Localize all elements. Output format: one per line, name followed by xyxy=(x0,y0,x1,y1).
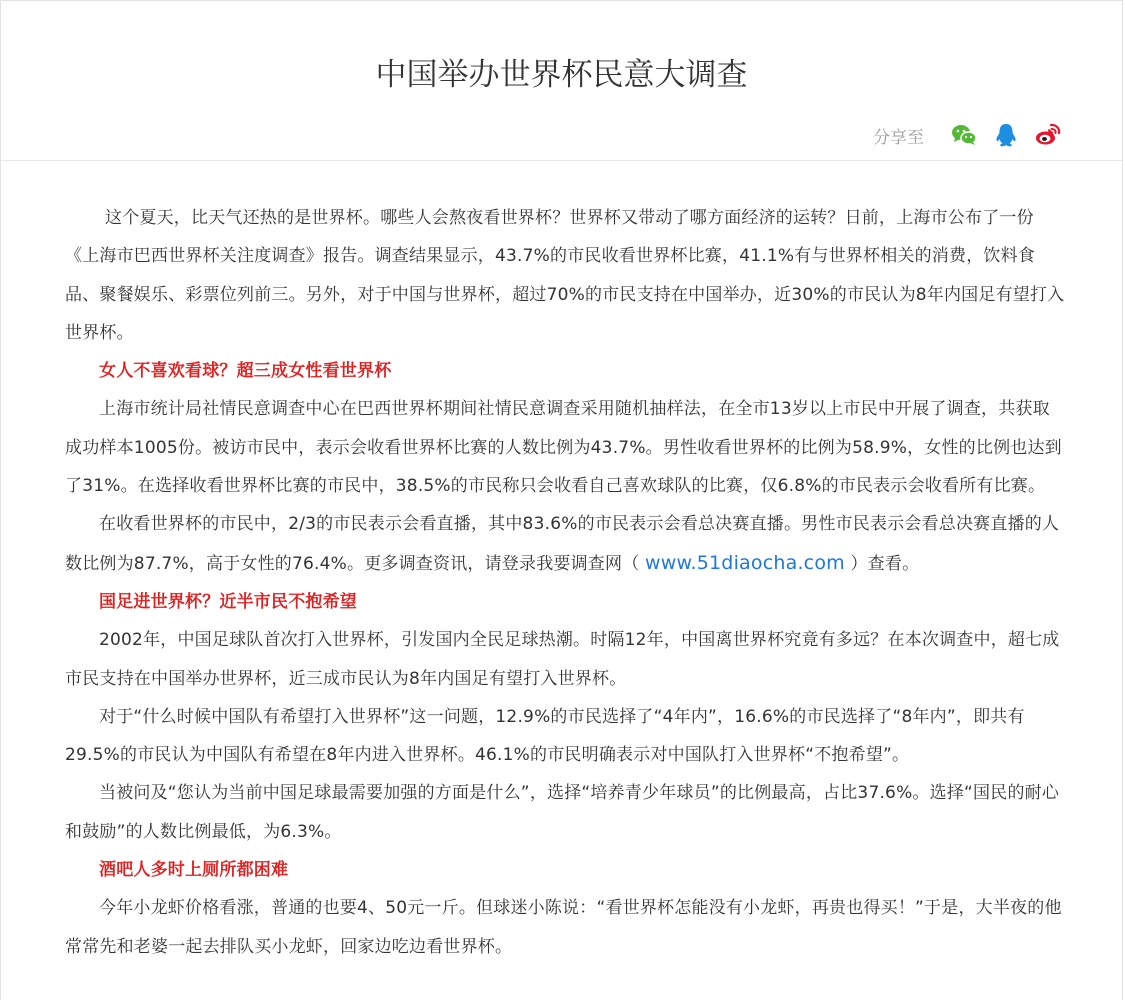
body-paragraph: 上海市统计局社情民意调查中心在巴西世界杯期间社情民意调查采用随机抽样法，在全市13岁以上市民中开展了调查，共获取成功样本1005份。被访市民中，表示会收看世界杯比赛的人数比例为43.7%。男性收看世界杯的比例为58.9%，女性的比例也达到了31%。在选择收看世界杯比赛的市民中，38.5%的市民称只会收看自己喜欢球队的比赛，仅6.8%的市民表示会收看所有比赛。 xyxy=(65,399,1062,497)
qq-icon[interactable] xyxy=(992,121,1020,149)
section-heading: 酒吧人多时上厕所都困难 xyxy=(99,860,289,881)
weibo-icon[interactable] xyxy=(1034,121,1062,149)
body-paragraph: 对于“什么时候中国队有希望打入世界杯”这一问题，12.9%的市民选择了“4年内”，16.6%的市民选择了“8年内”，即共有29.5%的市民认为中国队有希望在8年内进入世界杯。46.1%的市民明确表示对中国队打入世界杯“不抱希望”。 xyxy=(65,706,1025,766)
body-paragraph: 今年小龙虾价格看涨，普通的也要4、50元一斤。但球迷小陈说：“看世界杯怎能没有小龙虾，再贵也得买！”于是，大半夜的他常常先和老婆一起去排队买小龙虾，回家边吃边看世界杯。 xyxy=(65,898,1062,957)
body-paragraph xyxy=(65,505,1065,583)
body-paragraph: 当被问及“您认为当前中国足球最需要加强的方面是什么”，选择“培养青少年球员”的比例最高，占比37.6%。选择“国民的耐心和鼓励”的人数比例最低，为6.3%。 xyxy=(65,783,1060,842)
section-heading: 国足进世界杯？近半市民不抱希望 xyxy=(99,591,357,612)
article-body xyxy=(65,199,1065,966)
paragraph-text: ）查看。 xyxy=(844,553,920,574)
article-header xyxy=(1,1,1122,161)
section-heading: 女人不喜欢看球？超三成女性看世界杯 xyxy=(99,361,392,382)
wechat-icon[interactable] xyxy=(950,121,978,149)
paragraph-text: 在收看世界杯的市民中，2/3的市民表示会看直播，其中83.6%的市民表示会看总决赛直播。男性市民表示会看总决赛直播的人数比例为87.7%，高于女性的76.4%。更多调查资讯，请登录我要调查网（ xyxy=(65,514,1060,574)
body-paragraph: 2002年，中国足球队首次打入世界杯，引发国内全民足球热潮。时隔12年，中国离世界杯究竟有多远？在本次调查中，超七成市民支持在中国举办世界杯，近三成市民认为8年内国足有望打入世界杯。 xyxy=(65,630,1060,689)
intro-paragraph: 这个夏天，比天气还热的是世界杯。哪些人会熬夜看世界杯？世界杯又带动了哪方面经济的运转？日前，上海市公布了一份《上海市巴西世界杯关注度调查》报告。调查结果显示，43.7%的市民收看世界杯比赛，41.1%有与世界杯相关的消费，饮料食品、聚餐娱乐、彩票位列前三。另外，对于中国与世界杯，超过70%的市民支持在中国举办，近30%的市民认为8年内国足有望打入世界杯。 xyxy=(65,208,1065,343)
survey-site-link[interactable]: www.51diaocha.com xyxy=(645,551,845,574)
share-bar xyxy=(873,121,1062,149)
share-label: 分享至 xyxy=(873,127,924,148)
page-title: 中国举办世界杯民意大调查 xyxy=(375,57,748,93)
